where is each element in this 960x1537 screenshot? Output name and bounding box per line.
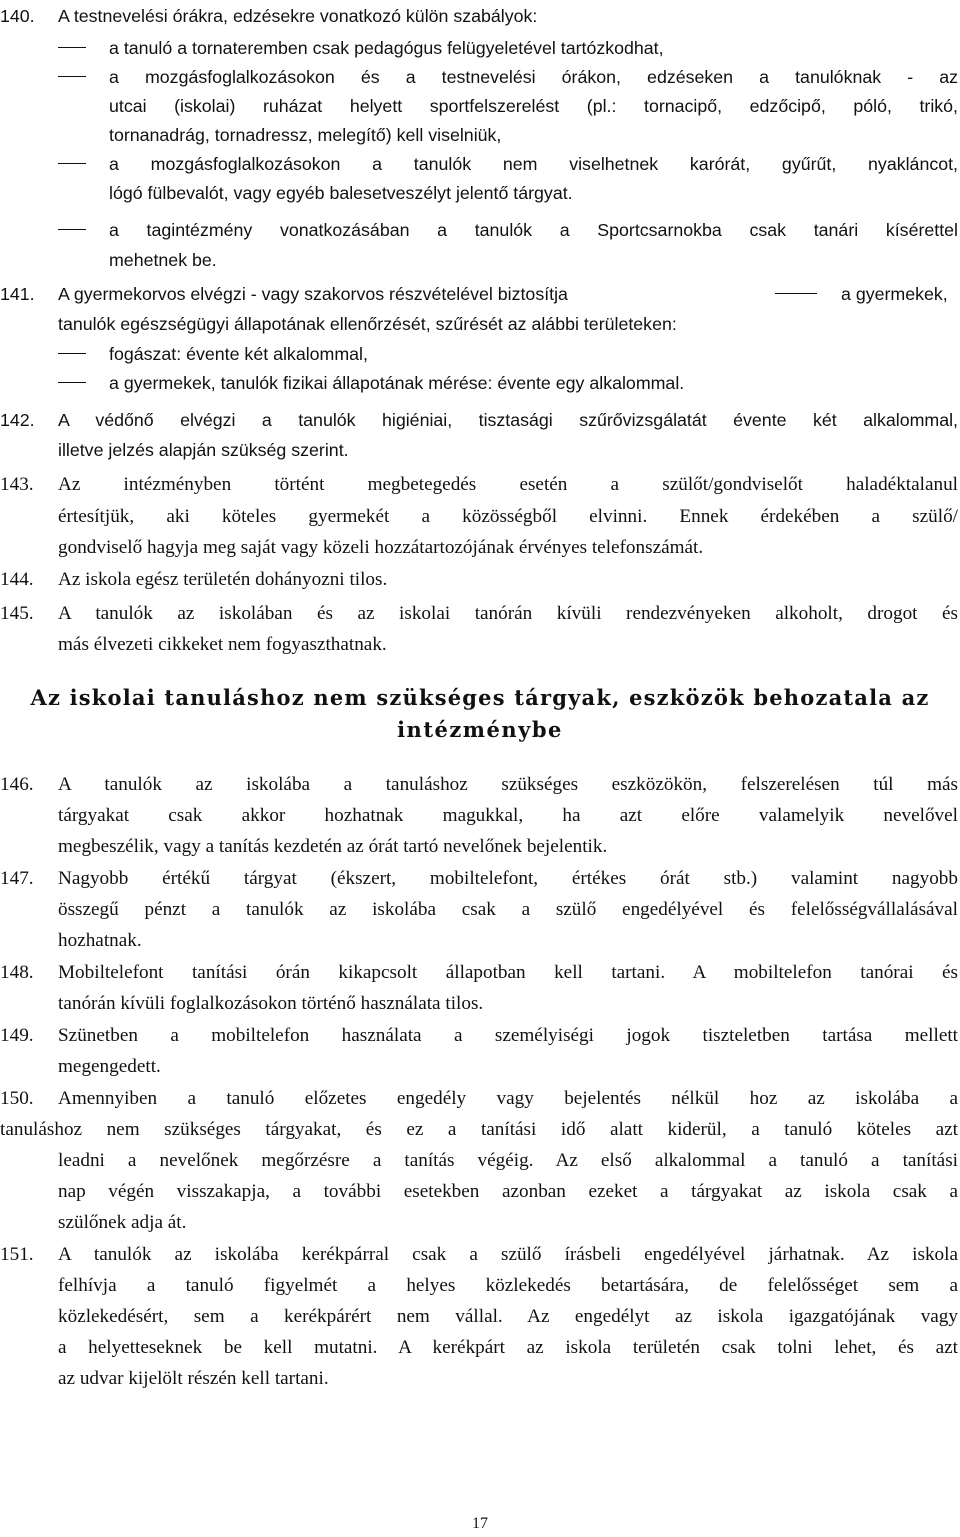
line-text: közlekedésért, sem a kerékpárért nem vállal. Az engedélyt az iskola igazgatójának vagy: [58, 1306, 958, 1327]
text-line: [0, 863, 960, 895]
line-text: a tagintézmény vonatkozásában a tanulók a Sportcsarnokba csak tanári kísérettel: [109, 220, 958, 240]
line-text: leadni a nevelőnek megőrzésre a tanítás végéig. Az első alkalommal a tanuló a tanítási: [58, 1150, 958, 1171]
text-line: [0, 32, 960, 64]
line-text: hozhatnak.: [58, 930, 142, 951]
text-line: [0, 308, 960, 340]
list-dash: [58, 353, 86, 354]
text-line: [0, 1020, 960, 1052]
text-line: [0, 1114, 960, 1146]
line-text: a mozgásfoglalkozásokon és a testnevelési órákon, edzéseken a tanulóknak - az: [109, 67, 958, 87]
text-line: [0, 119, 960, 151]
line-text: utcai (iskolai) ruházat helyett sportfelszerelést (pl.: tornacipő, edzőcipő, póló, trikó,: [109, 96, 958, 116]
text-line: [0, 214, 960, 246]
line-text: tanulók egészségügyi állapotának ellenőrzését, szűrését az alábbi területeken:: [58, 314, 677, 334]
paragraph-number: 146.: [0, 774, 34, 795]
line-text: a tanuló a tornateremben csak pedagógus felügyeletével tartózkodhat,: [109, 38, 664, 58]
line-text: A tanulók az iskolában és az iskolai tanórán kívüli rendezvényeken alkoholt, drogot és: [58, 603, 958, 624]
text-line: [0, 434, 960, 466]
text-line: [0, 1363, 960, 1395]
text-line: [0, 148, 960, 180]
line-text: szülőnek adja át.: [58, 1212, 187, 1233]
line-text: mehetnek be.: [109, 250, 217, 270]
text-line: [0, 532, 960, 564]
text-line: [0, 501, 960, 533]
text-line: [0, 177, 960, 209]
text-line: [0, 800, 960, 832]
text-line: [0, 629, 960, 661]
text-line: [0, 1083, 960, 1115]
list-dash: [58, 76, 86, 77]
text-line: [0, 564, 960, 596]
line-text: Amennyiben a tanuló előzetes engedély vagy bejelentés nélkül hoz az iskolába a: [58, 1088, 958, 1109]
text-line: [0, 957, 960, 989]
text-line: [0, 469, 960, 501]
line-text: a helyetteseknek be kell mutatni. A kerékpárt az iskola területén csak tolni lehet, és azt: [58, 1337, 958, 1358]
text-line: [0, 90, 960, 122]
line-text: lógó fülbevalót, vagy egyéb balesetveszélyt jelentő tárgyat.: [109, 183, 573, 203]
line-text: a mozgásfoglalkozásokon a tanulók nem viselhetnek karórát, gyűrűt, nyakláncot,: [109, 154, 958, 174]
paragraph-number: 151.: [0, 1244, 34, 1265]
line-text: tanórán kívüli foglalkozásokon történő használata tilos.: [58, 993, 484, 1014]
text-line: [0, 1270, 960, 1302]
text-line: [0, 1051, 960, 1083]
line-text: tárgyakat csak akkor hozhatnak magukkal, ha azt előre valamelyik nevelővel: [58, 805, 958, 826]
section-heading-line-1: Az iskolai tanuláshoz nem szükséges tárgyak, eszközök behozatala az: [30, 685, 930, 710]
line-text: tornanadrág, tornadressz, melegítő) kell viselniük,: [109, 125, 502, 145]
paragraph-number: 140.: [0, 6, 35, 26]
paragraph-number: 150.: [0, 1088, 34, 1109]
paragraph-number: 148.: [0, 962, 34, 983]
line-text: a gyermekek, tanulók fizikai állapotának mérése: évente egy alkalommal.: [109, 373, 685, 393]
line-text: Az iskola egész területén dohányozni tilos.: [58, 569, 388, 590]
text-line: [0, 1332, 960, 1364]
text-line: [0, 61, 960, 93]
text-line: [0, 278, 960, 310]
line-text: A testnevelési órákra, edzésekre vonatkozó külön szabályok:: [58, 6, 538, 26]
line-text: A gyermekorvos elvégzi - vagy szakorvos részvételével biztosítja: [58, 284, 568, 304]
list-dash: [58, 229, 86, 230]
line-text: A tanulók az iskolába kerékpárral csak a szülő írásbeli engedélyével járhatnak. Az iskola: [58, 1244, 958, 1265]
paragraph-number: 144.: [0, 569, 34, 590]
line-text: értesítjük, aki köteles gyermekét a közösségből elvinni. Ennek érdekében a szülő/: [58, 506, 958, 527]
text-line: [0, 1145, 960, 1177]
paragraph-number: 142.: [0, 410, 35, 430]
list-dash: [58, 163, 86, 164]
text-line: [0, 1239, 960, 1271]
paragraph-number: 145.: [0, 603, 34, 624]
line-text: fogászat: évente két alkalommal,: [109, 344, 368, 364]
paragraph-number: 149.: [0, 1025, 34, 1046]
text-line: [0, 769, 960, 801]
line-text: megengedett.: [58, 1056, 161, 1077]
list-dash: [58, 47, 86, 48]
text-line: [0, 367, 960, 399]
line-text: összegű pénzt a tanulók az iskolába csak a szülő engedélyével és felelősségvállalásával: [58, 899, 958, 920]
text-line: [0, 894, 960, 926]
section-heading-line-2: intézménybe: [397, 717, 563, 742]
line-text: tanuláshoz nem szükséges tárgyakat, és ez a tanítási idő alatt kiderül, a tanuló köteles azt: [0, 1119, 958, 1140]
line-text: megbeszélik, vagy a tanítás kezdetén az órát tartó nevelőnek bejelentik.: [58, 836, 608, 857]
paragraph-number: 147.: [0, 868, 34, 889]
text-line: [0, 404, 960, 436]
line-text: más élvezeti cikkeket nem fogyaszthatnak.: [58, 634, 387, 655]
text-line: [0, 244, 960, 276]
line-text: Az intézményben történt megbetegedés esetén a szülőt/gondviselőt haladéktalanul: [58, 474, 958, 495]
line-text: az udvar kijelölt részén kell tartani.: [58, 1368, 329, 1389]
line-text: Szünetben a mobiltelefon használata a személyiségi jogok tiszteletben tartása mellett: [58, 1025, 958, 1046]
paragraph-number: 141.: [0, 284, 35, 304]
line-text: Nagyobb értékű tárgyat (ékszert, mobiltelefont, értékes órát stb.) valamint nagyobb: [58, 868, 958, 889]
line-text: A tanulók az iskolába a tanuláshoz szükséges eszközökön, felszerelésen túl más: [58, 774, 958, 795]
text-line: [0, 925, 960, 957]
text-line: [0, 831, 960, 863]
list-dash: [58, 382, 86, 383]
line-text: Mobiltelefont tanítási órán kikapcsolt állapotban kell tartani. A mobiltelefon tanórai és: [58, 962, 958, 983]
text-line: [0, 988, 960, 1020]
inline-dash: [775, 293, 817, 294]
text-line: [0, 1176, 960, 1208]
text-line: [0, 338, 960, 370]
line-text: illetve jelzés alapján szükség szerint.: [58, 440, 349, 460]
text-line: [0, 0, 960, 32]
line-text: nap végén visszakapja, a további esetekben azonban ezeket a tárgyakat az iskola csak a: [58, 1181, 958, 1202]
page-number: 17: [472, 1515, 488, 1532]
line-text: A védőnő elvégzi a tanulók higiéniai, tisztasági szűrővizsgálatát évente két alkalommal,: [58, 410, 958, 430]
text-line: [0, 598, 960, 630]
text-line: [0, 1207, 960, 1239]
line-text: gondviselő hagyja meg saját vagy közeli hozzátartozójának érvényes telefonszámát.: [58, 537, 704, 558]
paragraph-number: 143.: [0, 474, 34, 495]
line-text: felhívja a tanuló figyelmét a helyes közlekedés betartására, de felelősséget sem a: [58, 1275, 958, 1296]
text-line: [0, 1301, 960, 1333]
line-text-tail: a gyermekek,: [841, 284, 948, 304]
